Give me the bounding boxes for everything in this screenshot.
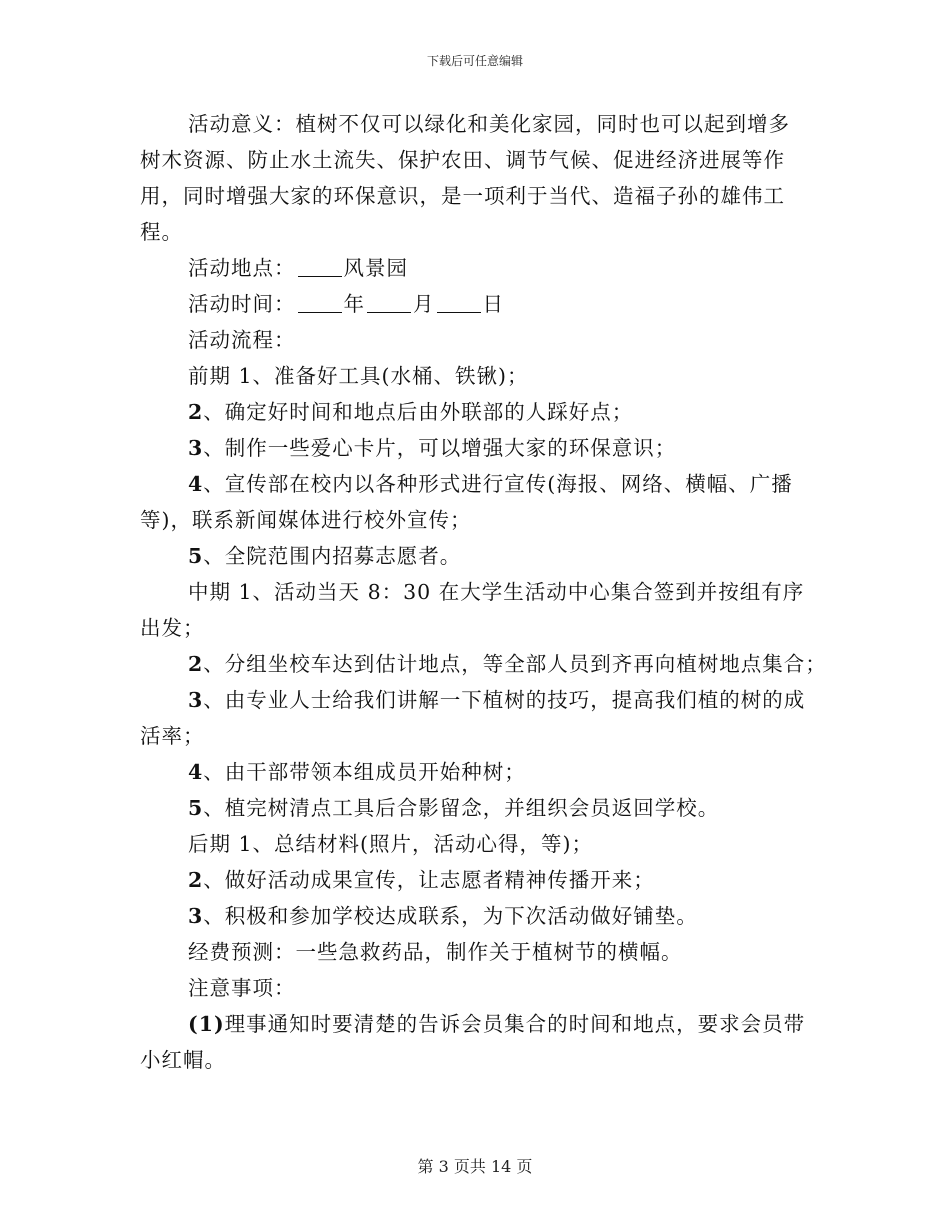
paragraph-mid-1 [140, 574, 820, 646]
text-line [140, 1006, 820, 1042]
paragraph-pre-3 [140, 430, 820, 466]
paragraph-pre-5 [140, 538, 820, 574]
paragraph-flow-label: 活动流程： [188, 328, 296, 352]
text-line: 中期 1、活动当天 8：30 在大学生活动中心集合签到并按组有序 [188, 580, 805, 604]
paragraph-time [140, 286, 820, 322]
text-line [140, 682, 820, 718]
text-line: 等)，联系新闻媒体进行校外宣传； [140, 508, 472, 532]
blank-underline [437, 292, 481, 313]
place-label: 活动地点： [188, 256, 296, 280]
text-line: 程。 [140, 220, 183, 244]
item-text: 、全院范围内招募志愿者。 [203, 544, 462, 568]
item-text: 、制作一些爱心卡片，可以增强大家的环保意识； [203, 436, 677, 460]
text-line: 用，同时增强大家的环保意识，是一项利于当代、造福子孙的雄伟工 [140, 184, 785, 208]
item-text: 理事通知时要清楚的告诉会员集合的时间和地点，要求会员带 [224, 1012, 806, 1036]
paragraph-place [140, 250, 820, 286]
paragraph-pre-2 [140, 394, 820, 430]
text-line: 活动意义：植树不仅可以绿化和美化家园，同时也可以起到增多 [188, 112, 790, 136]
paragraph-budget: 经费预测：一些急救药品，制作关于植树节的横幅。 [188, 940, 683, 964]
item-text: 、由干部带领本组成员开始种树； [203, 760, 526, 784]
document-body [140, 106, 827, 1078]
item-text: 、分组坐校车达到估计地点，等全部人员到齐再向植树地点集合； [203, 652, 827, 676]
paragraph-mid-5 [140, 790, 820, 826]
time-year: 年 [343, 292, 365, 316]
paragraph-post-2 [140, 862, 820, 898]
item-text: 、植完树清点工具后合影留念，并组织会员返回学校。 [203, 796, 720, 820]
text-line: 活率； [140, 724, 205, 748]
item-text: 、确定好时间和地点后由外联部的人踩好点； [203, 400, 634, 424]
paragraph-notes-label: 注意事项： [188, 976, 296, 1000]
item-number: 4 [188, 472, 204, 496]
page-header: 下载后可任意编辑 [426, 54, 523, 68]
time-label: 活动时间： [188, 292, 296, 316]
item-number: 3 [188, 688, 204, 712]
text-line: 树木资源、防止水土流失、保护农田、调节气候、促进经济进展等作 [140, 148, 785, 172]
paragraph-post-3 [140, 898, 820, 934]
paragraph-meaning [140, 106, 820, 250]
blank-underline [298, 256, 342, 277]
item-number: 3 [188, 436, 204, 460]
time-day: 日 [482, 292, 504, 316]
paragraph-pre-1: 前期 1、准备好工具(水桶、铁锹)； [188, 364, 529, 388]
page-footer: 第 3 页共 14 页 [417, 1157, 533, 1176]
paragraph-post-1: 后期 1、总结材料(照片，活动心得，等)； [188, 832, 594, 856]
paragraph-note-1 [140, 1006, 820, 1078]
item-text: 、做好活动成果宣传，让志愿者精神传播开来； [203, 868, 655, 892]
paragraph-mid-3 [140, 682, 820, 754]
paragraph-mid-4 [140, 754, 820, 790]
item-number: (1) [188, 1012, 225, 1036]
paragraph-pre-4 [140, 466, 820, 538]
item-number: 5 [188, 544, 204, 568]
text-line: 出发； [140, 616, 205, 640]
item-number: 4 [188, 760, 204, 784]
paragraph-mid-2 [140, 646, 827, 682]
item-number: 2 [188, 868, 204, 892]
blank-underline [298, 292, 342, 313]
item-number: 2 [188, 400, 204, 424]
item-number: 3 [188, 904, 204, 928]
text-line: 小红帽。 [140, 1048, 226, 1072]
item-text: 、宣传部在校内以各种形式进行宣传(海报、网络、横幅、广播 [203, 472, 793, 496]
blank-underline [367, 292, 411, 313]
item-text: 、积极和参加学校达成联系，为下次活动做好铺垫。 [203, 904, 698, 928]
item-text: 、由专业人士给我们讲解一下植树的技巧，提高我们植的树的成 [203, 688, 806, 712]
item-number: 5 [188, 796, 204, 820]
item-number: 2 [188, 652, 204, 676]
time-month: 月 [413, 292, 435, 316]
text-line [140, 466, 820, 502]
place-value: 风景园 [343, 256, 408, 280]
